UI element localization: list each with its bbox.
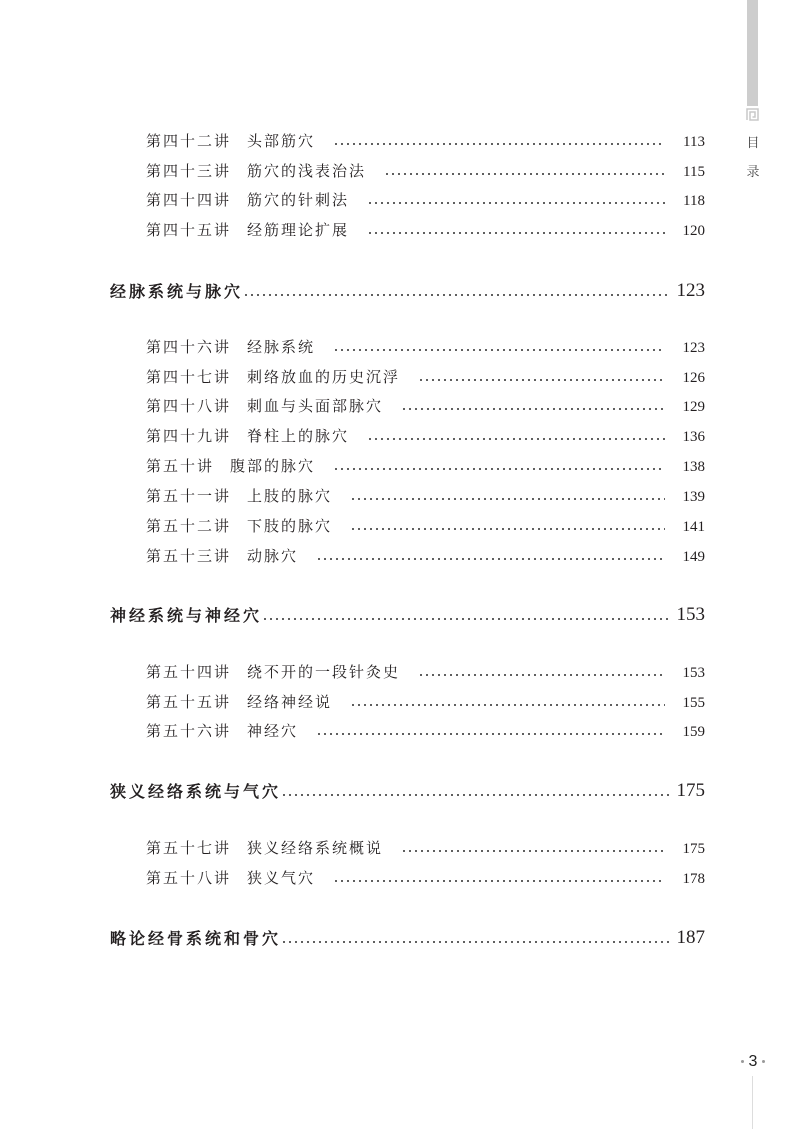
entry-page-number: 138 bbox=[682, 459, 705, 475]
page-number: 3 bbox=[728, 1053, 778, 1071]
lecture-number: 第四十五讲 bbox=[146, 221, 232, 239]
toc-lecture-entry[interactable] bbox=[146, 516, 705, 536]
dot-leader bbox=[333, 879, 665, 883]
page-rule bbox=[752, 1076, 753, 1129]
toc-lecture-entry[interactable] bbox=[146, 721, 705, 741]
entry-page-number: 159 bbox=[682, 724, 705, 740]
toc-lecture-entry[interactable] bbox=[146, 161, 705, 181]
entry-page-number: 178 bbox=[682, 871, 705, 887]
toc-lecture-entry[interactable] bbox=[146, 396, 705, 416]
lecture-number: 第四十二讲 bbox=[146, 132, 232, 150]
dot-leader bbox=[281, 793, 670, 797]
lecture-number: 第五十讲 bbox=[146, 457, 215, 475]
entry-title: 经脉系统与脉穴 bbox=[110, 282, 244, 301]
toc-lecture-entry[interactable] bbox=[146, 337, 705, 357]
entry-page-number: 113 bbox=[683, 134, 705, 150]
dot-leader bbox=[281, 940, 670, 944]
lecture-number: 第四十三讲 bbox=[146, 162, 232, 180]
entry-title: 刺络放血的历史沉浮 bbox=[247, 368, 401, 386]
lecture-number: 第五十八讲 bbox=[146, 869, 232, 887]
dot-leader bbox=[418, 673, 665, 677]
toc-section-entry[interactable] bbox=[110, 927, 705, 949]
entry-title: 腹部的脉穴 bbox=[230, 457, 316, 475]
entry-title: 经脉系统 bbox=[247, 338, 316, 356]
lecture-number: 第四十四讲 bbox=[146, 191, 232, 209]
entry-title: 筋穴的针刺法 bbox=[247, 191, 350, 209]
entry-title: 狭义气穴 bbox=[247, 869, 316, 887]
toc-section-entry[interactable] bbox=[110, 280, 705, 302]
dot-leader bbox=[333, 467, 665, 471]
entry-title: 绕不开的一段针灸史 bbox=[247, 663, 401, 681]
toc-lecture-entry[interactable] bbox=[146, 662, 705, 682]
dot-leader bbox=[333, 348, 665, 352]
toc-lecture-entry[interactable] bbox=[146, 220, 705, 240]
lecture-number: 第四十九讲 bbox=[146, 427, 232, 445]
lecture-number: 第五十七讲 bbox=[146, 839, 232, 857]
entry-page-number: 155 bbox=[682, 695, 705, 711]
entry-page-number: 149 bbox=[682, 549, 705, 565]
entry-title: 经络神经说 bbox=[247, 693, 333, 711]
lecture-number: 第五十一讲 bbox=[146, 487, 232, 505]
dot-leader bbox=[401, 849, 665, 853]
toc-lecture-entry[interactable] bbox=[146, 692, 705, 712]
dot-leader bbox=[367, 201, 665, 205]
dot-leader bbox=[367, 437, 665, 441]
entry-title: 狭义经络系统概说 bbox=[247, 839, 384, 857]
entry-page-number: 175 bbox=[682, 841, 705, 857]
toc-section-entry[interactable] bbox=[110, 604, 705, 626]
dot-leader bbox=[243, 293, 670, 297]
dot-leader bbox=[350, 527, 665, 531]
entry-page-number: 115 bbox=[683, 164, 705, 180]
entry-title: 经筋理论扩展 bbox=[247, 221, 350, 239]
dot-leader bbox=[350, 703, 665, 707]
entry-title: 神经穴 bbox=[247, 722, 299, 740]
toc-lecture-entry[interactable] bbox=[146, 486, 705, 506]
entry-title: 上肢的脉穴 bbox=[247, 487, 333, 505]
toc-lecture-entry[interactable] bbox=[146, 838, 705, 858]
toc-lecture-entry[interactable] bbox=[146, 131, 705, 151]
toc-lecture-entry[interactable] bbox=[146, 426, 705, 446]
lecture-number: 第五十二讲 bbox=[146, 517, 232, 535]
entry-page-number: 123 bbox=[676, 280, 705, 301]
entry-page-number: 139 bbox=[682, 489, 705, 505]
side-label-char: 目 bbox=[746, 136, 760, 151]
entry-page-number: 136 bbox=[682, 429, 705, 445]
entry-page-number: 118 bbox=[683, 193, 705, 209]
entry-page-number: 153 bbox=[682, 665, 705, 681]
toc-section-entry[interactable] bbox=[110, 780, 705, 802]
entry-title: 刺血与头面部脉穴 bbox=[247, 397, 384, 415]
side-label-char: 录 bbox=[746, 165, 760, 180]
fret-ornament-icon bbox=[746, 108, 759, 121]
lecture-number: 第五十三讲 bbox=[146, 547, 232, 565]
lecture-number: 第五十六讲 bbox=[146, 722, 232, 740]
entry-title: 略论经骨系统和骨穴 bbox=[110, 929, 282, 948]
entry-page-number: 187 bbox=[676, 927, 705, 948]
lecture-number: 第五十五讲 bbox=[146, 693, 232, 711]
toc-lecture-entry[interactable] bbox=[146, 367, 705, 387]
toc-lecture-entry[interactable] bbox=[146, 190, 705, 210]
dot-leader bbox=[262, 617, 670, 621]
entry-page-number: 153 bbox=[676, 604, 705, 625]
entry-title: 神经系统与神经穴 bbox=[110, 606, 263, 625]
lecture-number: 第五十四讲 bbox=[146, 663, 232, 681]
entry-title: 脊柱上的脉穴 bbox=[247, 427, 350, 445]
entry-title: 头部筋穴 bbox=[247, 132, 316, 150]
lecture-number: 第四十七讲 bbox=[146, 368, 232, 386]
lecture-number: 第四十六讲 bbox=[146, 338, 232, 356]
entry-page-number: 123 bbox=[682, 340, 705, 356]
side-decoration-bar bbox=[747, 0, 758, 106]
dot-leader bbox=[401, 407, 665, 411]
dot-leader bbox=[418, 378, 665, 382]
entry-title: 狭义经络系统与气穴 bbox=[110, 782, 282, 801]
entry-page-number: 141 bbox=[682, 519, 705, 535]
entry-title: 下肢的脉穴 bbox=[247, 517, 333, 535]
entry-title: 筋穴的浅表治法 bbox=[247, 162, 367, 180]
entry-title: 动脉穴 bbox=[247, 547, 299, 565]
dot-leader bbox=[350, 497, 665, 501]
toc-lecture-entry[interactable] bbox=[146, 546, 705, 566]
entry-page-number: 126 bbox=[682, 370, 705, 386]
lecture-number: 第四十八讲 bbox=[146, 397, 232, 415]
dot-leader bbox=[316, 557, 665, 561]
dot-leader bbox=[367, 231, 665, 235]
entry-page-number: 129 bbox=[682, 399, 705, 415]
entry-page-number: 175 bbox=[676, 780, 705, 801]
toc-lecture-entry[interactable] bbox=[146, 868, 705, 888]
dot-leader bbox=[333, 142, 665, 146]
dot-leader bbox=[316, 732, 665, 736]
dot-leader bbox=[384, 172, 665, 176]
entry-page-number: 120 bbox=[682, 223, 705, 239]
toc-lecture-entry[interactable] bbox=[146, 456, 705, 476]
